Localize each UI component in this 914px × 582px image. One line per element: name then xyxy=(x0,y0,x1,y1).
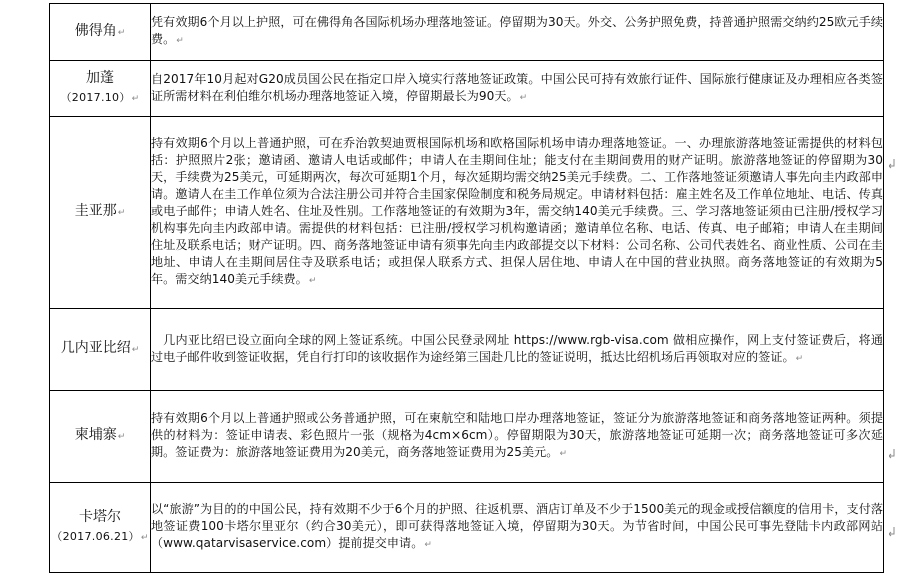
effective-date: （2017.06.21）↵ xyxy=(51,530,149,543)
policy-text: 几内亚比绍已设立面向全球的网上签证系统。中国公民登录网址 https://www.rgb-visa.com 做相应操作，网上支付签证费后，将通过电子邮件收到签证收据，凭自行打印的该收据作为途经第三国赴几比的签证说明，抵达比绍机场后再领取对应的签证。 xyxy=(151,332,883,364)
policy-cell xyxy=(151,4,884,61)
policy-text: 持有效期6个月以上普通护照或公务普通护照，可在柬航空和陆地口岸办理落地签证，签证分为旅游落地签证和商务落地签证两种。须提供的材料为：签证申请表、彩色照片一张（规格为4cm×6cm）。停留期限为30天，旅游落地签证可延期一次；商务落地签证可多次延期。签证费为：旅游落地签证费用为20美元，商务落地签证费用为25美元。 xyxy=(151,411,883,459)
country-cell xyxy=(50,61,151,117)
paragraph-mark-icon: ↵ xyxy=(795,353,804,364)
paragraph-mark-icon: ↵ xyxy=(117,208,126,218)
policy-text: 凭有效期6个月以上护照，可在佛得角各国际机场办理落地签证。停留期为30天。外交、公务护照免费，持普通护照需交纳约25欧元手续费。 xyxy=(151,15,883,46)
country-name: 佛得角 xyxy=(74,22,117,39)
policy-text: 持有效期6个月以上普通护照，可在乔治敦契迪贾根国际机场和欧格国际机场申请办理落地签证。一、办理旅游落地签证需提供的材料包括：护照照片2张；邀请函、邀请人电话或邮件；申请人在圭期间住址；能支付在圭期间费用的财产证明。旅游落地签证的停留期为30天，手续费为25美元，可延期两次，每次可延期1个月，每次延期均需交纳25美元手续费。二、工作落地签证须邀请人事先向圭内政部申请。邀请人在圭工作单位须为合法注册公司并符合圭国家保险制度和税务局规定。申请材料包括：雇主姓名及工作单位地址、电话、传真或电子邮件；申请人姓名、住址及性别。工作落地签证的有效期为3年，需交纳140美元手续费。三、学习落地签证须由已注册/授权学习机构事先向圭内政部申请。需提供的材料包括：已注册/授权学习机构邀请函；邀请单位名称、电话、传真、电子邮箱；申请人在圭期间住址及联系电话；财产证明。四、商务落地签证申请有须事先向圭内政部提交以下材料：公司名称、公司代表姓名、商业性质、公司在圭地址、申请人在圭期间居住寺及联系电话；或担保人联系方式、担保人居住地、申请人在中国的营业执照。商务落地签证的有效期为5年。需交纳140美元手续费。 xyxy=(151,136,883,286)
paragraph-mark-icon: ↵ xyxy=(140,533,149,543)
table-row xyxy=(50,117,884,309)
paragraph-mark-icon: ↵ xyxy=(519,92,528,103)
table-row xyxy=(50,391,884,483)
policy-cell xyxy=(151,391,884,483)
country-name: 几内亚比绍 xyxy=(60,340,131,356)
policy-text: 以“旅游”为目的的中国公民，持有效期不少于6个月的护照、往返机票、酒店订单及不少于1500美元的现金或授信额度的信用卡，支付落地签证费100卡塔尔里亚尔（约合30美元），即可获得落地签证入境，停留期为30天。为节省时间，中国公民可事先登陆卡内政部网站（www.qatarvisaservice.com）提前提交申请。 xyxy=(151,502,883,550)
country-name: 柬埔寨 xyxy=(74,427,117,443)
end-of-row-mark-icon xyxy=(889,159,895,169)
country-name: 圭亚那 xyxy=(74,203,117,219)
table-row xyxy=(50,4,884,61)
table-row xyxy=(50,483,884,573)
policy-cell xyxy=(151,117,884,309)
policy-text: 自2017年10月起对G20成员国公民在指定口岸入境实行落地签证政策。中国公民可持有效旅行证件、国际旅行健康证及办理相应各类签证所需材料在利伯维尔机场办理落地签证入境，停留期最长为90天。 xyxy=(151,71,883,103)
table-row xyxy=(50,61,884,117)
policy-cell xyxy=(151,61,884,117)
country-name: 加蓬 xyxy=(86,70,114,86)
paragraph-mark-icon: ↵ xyxy=(131,345,140,355)
table-row xyxy=(50,309,884,391)
paragraph-mark-icon: ↵ xyxy=(424,540,432,550)
visa-on-arrival-table xyxy=(49,3,884,573)
country-name: 卡塔尔 xyxy=(79,509,121,525)
end-of-row-mark-icon xyxy=(889,449,895,459)
effective-date: （2017.10）↵ xyxy=(60,91,140,104)
policy-cell xyxy=(151,483,884,573)
country-cell xyxy=(50,4,151,61)
country-cell xyxy=(50,309,151,391)
paragraph-mark-icon: ↵ xyxy=(559,449,568,459)
country-cell xyxy=(50,391,151,483)
paragraph-mark-icon: ↵ xyxy=(131,94,140,104)
country-cell xyxy=(50,117,151,309)
paragraph-mark-icon: ↵ xyxy=(308,276,317,286)
paragraph-mark-icon: ↵ xyxy=(117,27,126,38)
country-cell xyxy=(50,483,151,573)
end-of-row-mark-icon xyxy=(889,527,895,537)
policy-cell xyxy=(151,309,884,391)
paragraph-mark-icon: ↵ xyxy=(176,36,184,46)
paragraph-mark-icon: ↵ xyxy=(117,432,126,442)
